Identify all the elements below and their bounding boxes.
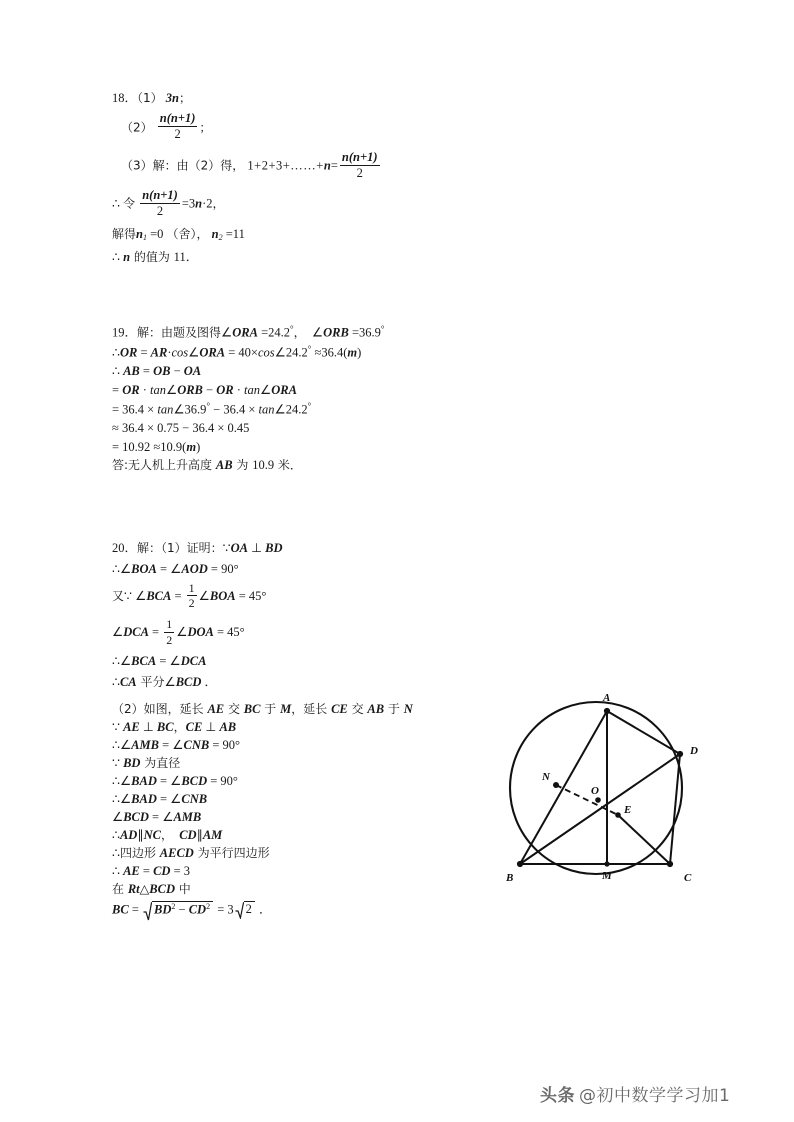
problem-20-part2-line-7: ∴AD∥NC， CD∥AM — [112, 828, 223, 842]
problem-18-solve-line: 解得$n_1 =0$ （舍）， $n_2 =11$ — [112, 227, 245, 243]
problem-19-line-7: = 10.92 ≈10.9(m) — [112, 439, 201, 454]
problem-19-block — [112, 325, 384, 478]
diagram-label-D: D — [690, 745, 698, 757]
problem-19-line-4: = OR · tan∠ORB − OR · tan∠ORA — [112, 382, 297, 397]
watermark — [540, 1081, 730, 1106]
problem-18-part3-line: （3）解：由（2）得， 1+2+3+……+n= $\frac{n(n+1)}{2}$ — [121, 149, 378, 180]
diagram-label-E: E — [624, 804, 632, 816]
problem-18-part1-line: 18．（1） 3n； — [112, 91, 191, 105]
problem-20-part2-line-9: ∴ AE = CD = 3 — [112, 864, 191, 878]
radical-tick-icon-2 — [235, 901, 244, 916]
problem-20-part2-final-line: BC = $BD^2 - CD^2 = 3$ 2 ． — [112, 901, 413, 916]
problem-20-part2-line-1: ∵ AE ⊥ BC，CE ⊥ AB — [112, 720, 237, 734]
problem-19-line-3: ∴ AB = OB − OA — [112, 364, 202, 378]
problem-20-part2-line-8: ∴四边形 AECD 为平行四边形 — [112, 846, 270, 860]
problem-19-answer-line: 答:无人机上升高度 AB 为 10.9 米． — [112, 458, 302, 472]
watermark-prefix: 头条 — [540, 1086, 575, 1106]
problem-20-part1-block — [112, 542, 283, 696]
problem-20-part1-line-1: ∴∠BOA = ∠AOD = 90° — [112, 561, 239, 576]
fraction-sum-formula: $\frac{n(n+1)}{2}$ — [341, 149, 378, 180]
problem-20-part2-block — [112, 703, 413, 921]
problem-19-line-6: ≈ 36.4 × 0.75 − 36.4 × 0.45 — [112, 421, 250, 435]
problem-20-part2-line-6: ∠BCD = ∠AMB — [112, 810, 202, 824]
problem-18-let-line: ∴ 令 $\frac{n(n+1)}{2}$ =3n·2， — [112, 187, 225, 218]
radical-tick-icon — [143, 901, 152, 916]
problem-19-line-2: ∴OR = AR·cos∠ORA = 40×cos∠24.2° ≈36.4(m) — [112, 344, 362, 360]
fraction-let-equation: $\frac{n(n+1)}{2}$ — [142, 187, 178, 218]
problem-19-line-1: 19．解：由题及图得∠ORA =24.2°， ∠ORB =36.9° — [112, 324, 385, 340]
problem-20-part1-line-3: ∠DCA = $\frac{1}{2}$ ∠DOA = 45° — [112, 616, 245, 647]
radical-two: 2 — [235, 901, 255, 916]
problem-20-part1-line-5: ∴CA 平分∠BCD ． — [112, 674, 218, 689]
problem-20-part2-line-4: ∴∠BAD = ∠BCD = 90° — [112, 774, 238, 788]
problem-20-part1-header: 20．解：（1）证明：∵OA ⊥ BD — [112, 541, 283, 555]
diagram-label-C: C — [684, 872, 692, 884]
fraction-one-half-b: $\frac{1}{2}$ — [166, 616, 173, 647]
point-dots — [517, 708, 683, 867]
diagram-svg — [494, 684, 718, 896]
geometry-diagram-circle-abcd — [494, 684, 718, 896]
problem-20-part2-line-10: 在 Rt△BCD 中 — [112, 882, 191, 896]
problem-18-block — [112, 92, 382, 273]
problem-19-line-5: = 36.4 × tan∠36.9° − 36.4 × tan∠24.2° — [112, 401, 312, 417]
problem-18-part2-line: （2） $\frac{n(n+1)}{2}$ ； — [121, 111, 212, 142]
problem-20-part1-line-4: ∴∠BCA = ∠DCA — [112, 654, 207, 669]
diagram-label-N: N — [542, 771, 550, 783]
fraction-one-half-a: $\frac{1}{2}$ — [188, 580, 195, 611]
fraction-n-n-plus-1-over-2: $\frac{n(n+1)}{2}$ — [159, 111, 196, 142]
diagram-label-B: B — [506, 872, 514, 884]
problem-20-part2-line-2: ∴∠AMB = ∠CNB = 90° — [112, 738, 240, 752]
dashed-segments — [556, 785, 618, 864]
diagram-label-A: A — [603, 692, 611, 704]
radical-bd-squared-minus-cd-squared: $BD^2 - CD^2$ — [143, 901, 213, 916]
problem-20-part2-line-5: ∴∠BAD = ∠CNB — [112, 792, 208, 806]
watermark-handle: @初中数学学习加1 — [579, 1086, 731, 1106]
diagram-label-O: O — [591, 785, 599, 797]
problem-20-part2-header: （2）如图，延长 AE 交 BC 于 M，延长 CE 交 AB 于 N — [112, 702, 413, 716]
problem-20-part1-line-2: 又∵ ∠BCA = $\frac{1}{2}$ ∠BOA = 45° — [112, 580, 267, 611]
solid-segments — [520, 711, 680, 864]
problem-18-conclusion-line: ∴ n 的值为 11． — [112, 250, 199, 265]
diagram-label-M: M — [602, 870, 612, 882]
problem-20-part2-line-3: ∵ BD 为直径 — [112, 756, 181, 770]
